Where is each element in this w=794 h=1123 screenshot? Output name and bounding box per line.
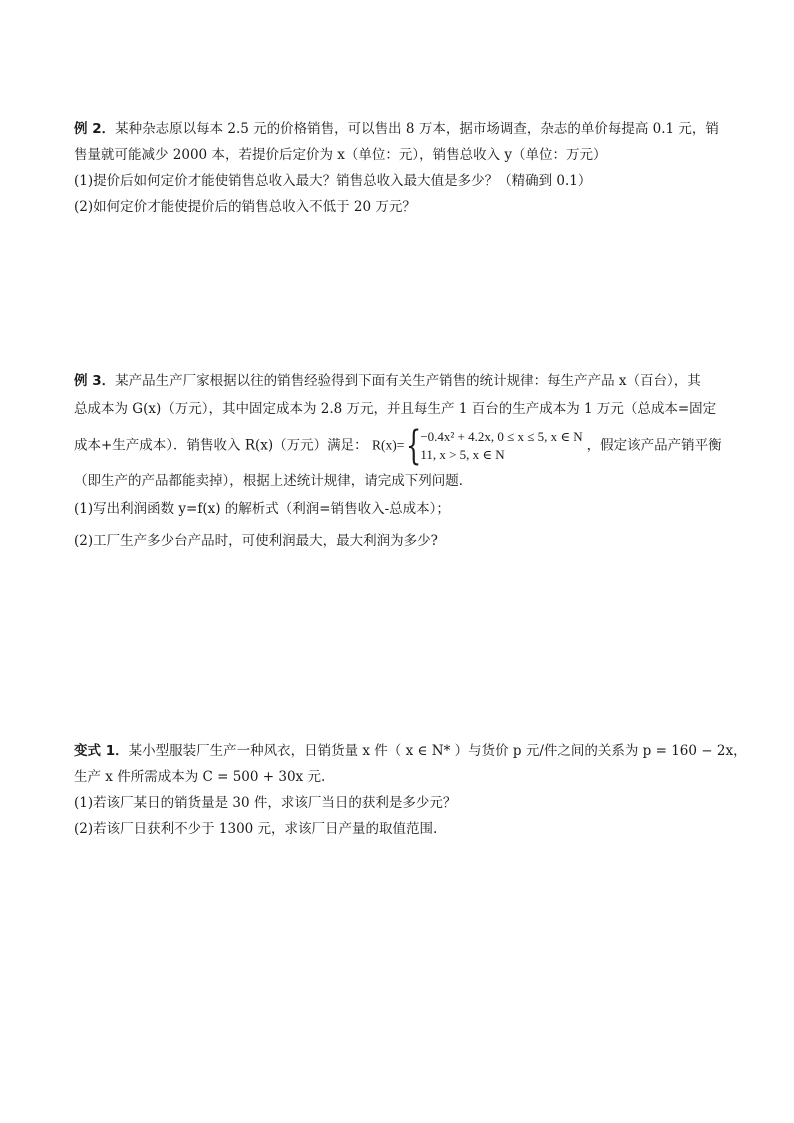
problem-line: 生产 x 件所需成本为 C = 500 + 30x 元. <box>74 769 326 785</box>
question-1: (1)提价后如何定价才能使销售总收入最大？销售总收入最大值是多少？（精确到 0.1） <box>74 173 592 189</box>
problem-line <box>74 116 724 142</box>
problem-label: 变式 1． <box>74 743 129 759</box>
problem-variant-1 <box>74 738 747 842</box>
problem-line <box>74 423 724 469</box>
problem-line <box>74 738 747 764</box>
formula-case-2: 11, x > 5, x ∈ N <box>420 447 505 462</box>
problem-text: ，假定该产品产销平衡 <box>586 437 722 454</box>
question-1: (1)若该厂某日的销货量是 30 件，求该厂当日的获利是多少元？ <box>74 795 457 811</box>
problem-text: 成本+生产成本）．销售收入 R(x)（万元）满足： <box>74 437 368 454</box>
problem-text: 某小型服装厂生产一种风衣，日销货量 x 件（ x ∈ N* ）与货价 p 元/件之间的关系为 p = 160 − 2x， <box>128 743 747 759</box>
problem-text: 某产品生产厂家根据以往的销售经验得到下面有关生产销售的统计规律：每生产产品 x（百台），其 <box>115 373 701 389</box>
question-1: (1)写出利润函数 y=f(x) 的解析式（利润=销售收入-总成本）； <box>74 501 450 517</box>
problem-line: 售量就可能减少 2000 本，若提价后定价为 x（单位：元），销售总收入 y（单位：万元） <box>74 147 607 163</box>
problem-example-3 <box>74 368 724 554</box>
formula-case-1: −0.4x² + 4.2x, 0 ≤ x ≤ 5, x ∈ N <box>420 429 583 444</box>
problem-line <box>74 368 724 394</box>
problem-text: 某种杂志原以每本 2.5 元的价格销售，可以售出 8 万本，据市场调查，杂志的单价每提高 0.1 元，销 <box>115 121 719 137</box>
problem-label: 例 3． <box>74 373 116 389</box>
problem-line: 总成本为 G(x)（万元），其中固定成本为 2.8 万元，并且每生产 1 百台的生产成本为 1 万元（总成本=固定 <box>74 401 717 417</box>
left-brace: { <box>406 423 422 469</box>
question-2: (2)如何定价才能使提价后的销售总收入不低于 20 万元？ <box>74 199 416 215</box>
problem-label: 例 2． <box>74 121 116 137</box>
formula-cases <box>420 428 582 464</box>
piecewise-formula <box>406 423 583 469</box>
formula-lhs: R(x)= <box>371 437 405 453</box>
question-2: (2)工厂生产多少台产品时，可使利润最大，最大利润为多少? <box>74 533 438 549</box>
question-2: (2)若该厂日获利不少于 1300 元，求该厂日产量的取值范围. <box>74 821 438 837</box>
problem-example-2 <box>74 116 724 220</box>
problem-line: （即生产的产品都能卖掉），根据上述统计规律，请完成下列问题． <box>74 473 473 489</box>
